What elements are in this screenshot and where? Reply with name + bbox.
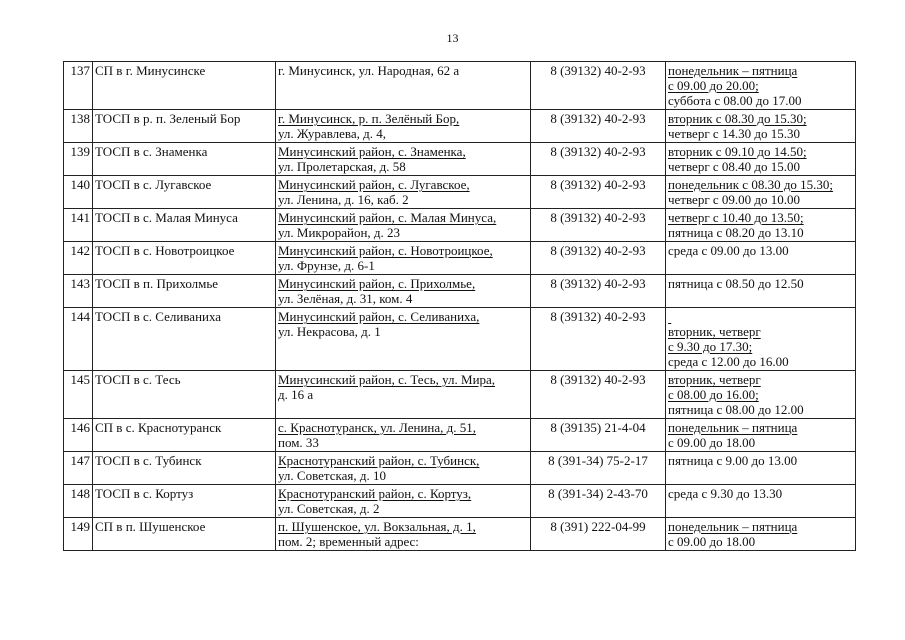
table-row [64,275,856,308]
phone-number: 8 (391-34) 2-43-70 [548,486,648,501]
office-name-cell [93,419,276,452]
phone-number: 8 (39132) 40-2-93 [550,144,646,159]
address-line: ул. Некрасова, д. 1 [278,324,381,339]
office-name: ТОСП в с. Селиваниха [95,309,222,324]
row-number-cell [64,419,93,452]
table-row [64,242,856,275]
hours-line: пятница с 08.20 до 13.10 [668,225,804,240]
table-row [64,209,856,242]
phone-number: 8 (39132) 40-2-93 [550,243,646,258]
row-number: 145 [70,372,90,387]
row-number: 138 [70,111,90,126]
hours-cell [666,308,856,371]
phone-number: 8 (39132) 40-2-93 [550,210,646,225]
hours-line: суббота с 08.00 до 17.00 [668,93,802,108]
address-line: Минусинский район, с. Селиваниха, [278,309,480,324]
hours-line: вторник, четверг [668,324,761,339]
address-line: Минусинский район, с. Тесь, ул. Мира, [278,372,496,387]
office-name-cell [93,308,276,371]
hours-cell [666,452,856,485]
hours-line: четверг с 14.30 до 15.30 [668,126,801,141]
hours-line: пятница с 08.00 до 12.00 [668,402,804,417]
address-line: Минусинский район, с. Прихолмье, [278,276,476,291]
hours-line: с 09.00 до 18.00 [668,534,756,549]
hours-line: вторник с 09.10 до 14.50; [668,144,807,159]
row-number: 140 [70,177,90,192]
hours-line: с 08.00 до 16.00; [668,387,759,402]
hours-line: с 09.00 до 20.00; [668,78,759,93]
address-line: Минусинский район, с. Лугавское, [278,177,470,192]
address-cell [276,371,531,419]
office-name: ТОСП в с. Кортуз [95,486,194,501]
phone-cell [531,419,666,452]
hours-line: пятница с 08.50 до 12.50 [668,276,804,291]
phone-cell [531,110,666,143]
hours-line: понедельник – пятница [668,519,798,534]
office-name: ТОСП в р. п. Зеленый Бор [95,111,241,126]
table-row [64,452,856,485]
hours-line: среда с 12.00 до 16.00 [668,354,789,369]
address-line: ул. Пролетарская, д. 58 [278,159,406,174]
hours-line: понедельник – пятница [668,63,798,78]
office-name-cell [93,485,276,518]
hours-cell [666,62,856,110]
row-number: 139 [70,144,90,159]
hours-line: понедельник с 08.30 до 15.30; [668,177,834,192]
hours-cell [666,110,856,143]
hours-line: вторник, четверг [668,372,761,387]
row-number-cell [64,371,93,419]
row-number-cell [64,485,93,518]
row-number-cell [64,143,93,176]
phone-cell [531,209,666,242]
hours-cell [666,143,856,176]
phone-number: 8 (39132) 40-2-93 [550,276,646,291]
hours-line: с 09.00 до 18.00 [668,435,756,450]
address-line: ул. Журавлева, д. 4, [278,126,387,141]
hours-line: четверг с 08.40 до 15.00 [668,159,801,174]
phone-cell [531,308,666,371]
office-name-cell [93,275,276,308]
row-number-cell [64,62,93,110]
address-line: г. Минусинск, ул. Народная, 62 а [278,63,460,78]
office-name-cell [93,143,276,176]
office-name-cell [93,371,276,419]
table-row [64,110,856,143]
hours-line: пятница с 9.00 до 13.00 [668,453,798,468]
phone-number: 8 (391-34) 75-2-17 [548,453,648,468]
hours-line [668,309,853,324]
address-line: ул. Зелёная, д. 31, ком. 4 [278,291,413,306]
phone-cell [531,176,666,209]
hours-line: понедельник – пятница [668,420,798,435]
address-cell [276,209,531,242]
address-cell [276,143,531,176]
row-number-cell [64,518,93,551]
office-name: ТОСП в с. Тесь [95,372,181,387]
row-number: 141 [70,210,90,225]
address-line: ул. Фрунзе, д. 6-1 [278,258,375,273]
table-row [64,419,856,452]
hours-line: вторник с 08.30 до 15.30; [668,111,807,126]
office-name-cell [93,518,276,551]
office-name-cell [93,62,276,110]
office-name: ТОСП в с. Новотроицкое [95,243,235,258]
address-line: с. Краснотуранск, ул. Ленина, д. 51, [278,420,477,435]
phone-cell [531,518,666,551]
hours-cell [666,209,856,242]
address-line: г. Минусинск, р. п. Зелёный Бор, [278,111,460,126]
row-number: 144 [70,309,90,324]
table-row [64,485,856,518]
row-number: 142 [70,243,90,258]
phone-number: 8 (39135) 21-4-04 [550,420,646,435]
row-number: 149 [70,519,90,534]
address-line: Краснотуранский район, с. Тубинск, [278,453,480,468]
address-cell [276,308,531,371]
address-cell [276,419,531,452]
row-number-cell [64,110,93,143]
phone-cell [531,62,666,110]
office-name: ТОСП в с. Малая Минуса [95,210,238,225]
address-line: пом. 33 [278,435,319,450]
row-number-cell [64,275,93,308]
phone-cell [531,275,666,308]
address-cell [276,518,531,551]
row-number-cell [64,452,93,485]
row-number-cell [64,209,93,242]
table-row [64,143,856,176]
phone-cell [531,242,666,275]
hours-cell [666,518,856,551]
table-row [64,518,856,551]
hours-cell [666,485,856,518]
address-line: ул. Ленина, д. 16, каб. 2 [278,192,409,207]
row-number-cell [64,176,93,209]
office-name: СП в п. Шушенское [95,519,206,534]
address-line: Минусинский район, с. Новотроицкое, [278,243,493,258]
address-line: Краснотуранский район, с. Кортуз, [278,486,472,501]
address-line: д. 16 а [278,387,314,402]
office-name-cell [93,452,276,485]
phone-number: 8 (391) 222-04-99 [550,519,646,534]
phone-cell [531,452,666,485]
office-name-cell [93,110,276,143]
hours-cell [666,419,856,452]
hours-cell [666,371,856,419]
row-number: 143 [70,276,90,291]
address-line: ул. Советская, д. 10 [278,468,387,483]
table-row [64,62,856,110]
row-number-cell [64,308,93,371]
hours-line: среда с 9.30 до 13.30 [668,486,783,501]
table-row [64,308,856,371]
address-cell [276,242,531,275]
office-name: СП в г. Минусинске [95,63,206,78]
office-name-cell [93,209,276,242]
office-name: ТОСП в п. Прихолмье [95,276,219,291]
hours-line: с 9.30 до 17.30; [668,339,753,354]
row-number: 137 [70,63,90,78]
address-line: п. Шушенское, ул. Вокзальная, д. 1, [278,519,476,534]
address-cell [276,452,531,485]
address-line: Минусинский район, с. Знаменка, [278,144,466,159]
office-name: ТОСП в с. Знаменка [95,144,208,159]
address-line: пом. 2; временный адрес: [278,534,419,549]
table-row [64,371,856,419]
hours-line: четверг с 09.00 до 10.00 [668,192,801,207]
address-cell [276,62,531,110]
office-name: ТОСП в с. Лугавское [95,177,212,192]
office-table-body [64,62,856,551]
phone-number: 8 (39132) 40-2-93 [550,177,646,192]
hours-line: четверг с 10.40 до 13.50; [668,210,804,225]
office-table [63,61,856,551]
phone-number: 8 (39132) 40-2-93 [550,111,646,126]
office-name-cell [93,176,276,209]
hours-cell [666,275,856,308]
phone-number: 8 (39132) 40-2-93 [550,63,646,78]
page-number: 13 [446,31,459,45]
address-cell [276,176,531,209]
address-line: Минусинский район, с. Малая Минуса, [278,210,497,225]
address-cell [276,275,531,308]
office-name: СП в с. Краснотуранск [95,420,222,435]
hours-line: среда с 09.00 до 13.00 [668,243,789,258]
hours-cell [666,242,856,275]
phone-number: 8 (39132) 40-2-93 [550,372,646,387]
row-number: 146 [70,420,90,435]
phone-number: 8 (39132) 40-2-93 [550,309,646,324]
row-number-cell [64,242,93,275]
phone-cell [531,371,666,419]
phone-cell [531,143,666,176]
office-name-cell [93,242,276,275]
row-number: 148 [70,486,90,501]
address-line: ул. Советская, д. 2 [278,501,380,516]
table-row [64,176,856,209]
office-name: ТОСП в с. Тубинск [95,453,202,468]
phone-cell [531,485,666,518]
row-number: 147 [70,453,90,468]
address-line: ул. Микрорайон, д. 23 [278,225,401,240]
address-cell [276,110,531,143]
address-cell [276,485,531,518]
hours-cell [666,176,856,209]
